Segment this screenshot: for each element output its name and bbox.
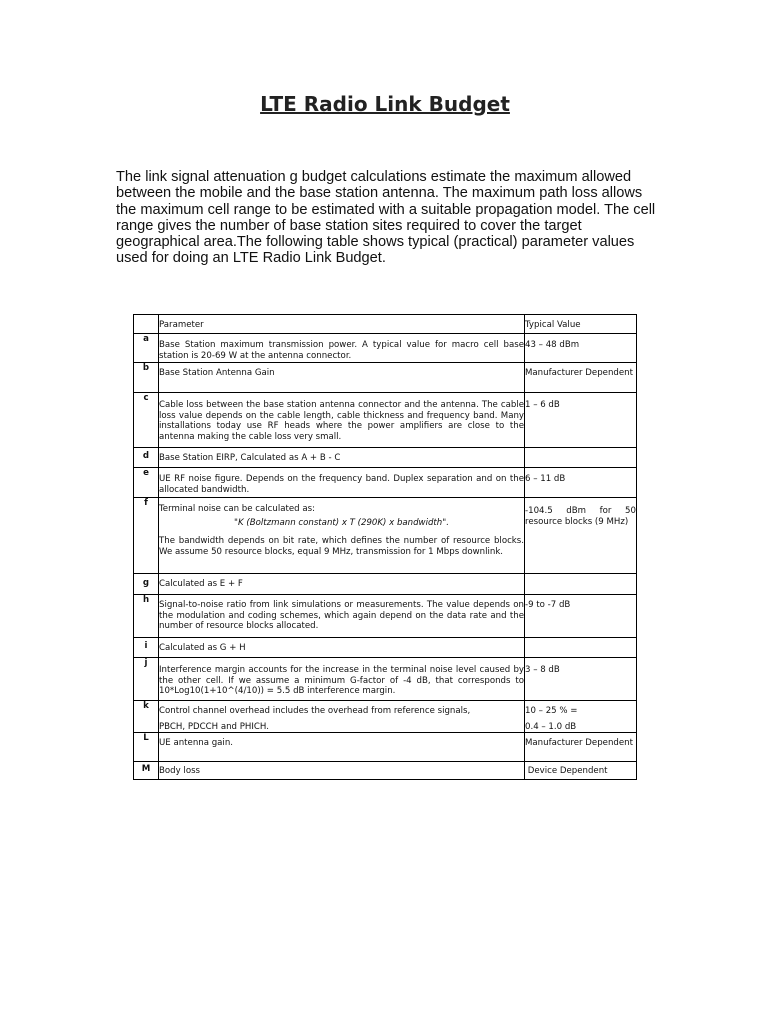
table-row <box>134 363 637 393</box>
row-letter: f <box>134 498 159 574</box>
row-parameter: UE antenna gain. <box>159 733 525 762</box>
row-letter: b <box>134 363 159 393</box>
row-parameter: Interference margin accounts for the increase in the terminal noise level caused by the other cell. If we assume a minimum G-factor of -4 dB, that corresponds to 10*Log10(1+10^(4/10)) = 5.5 dB interference margin. <box>159 658 525 701</box>
row-value: Device Dependent <box>525 762 637 780</box>
row-value: Manufacturer Dependent <box>525 363 637 393</box>
row-value <box>525 638 637 658</box>
row-letter: e <box>134 468 159 498</box>
row-value: 1 – 6 dB <box>525 393 637 448</box>
row-value: Manufacturer Dependent <box>525 733 637 762</box>
row-value: -9 to -7 dB <box>525 595 637 638</box>
row-letter: h <box>134 595 159 638</box>
row-value-cell <box>525 701 637 733</box>
table-row <box>134 574 637 595</box>
row-value: 3 – 8 dB <box>525 658 637 701</box>
row-parameter: Calculated as E + F <box>159 574 525 595</box>
row-parameter-detail: The bandwidth depends on bit rate, which defines the number of resource blocks. We assume 50 resource blocks, equal 9 MHz, transmission for 1 Mbps downlink. <box>159 536 524 557</box>
row-letter: k <box>134 701 159 733</box>
row-value <box>525 574 637 595</box>
row-parameter: Base Station maximum transmission power. A typical value for macro cell base station is 20-69 W at the antenna connector. <box>159 334 525 363</box>
table-row <box>134 393 637 448</box>
header-parameter: Parameter <box>159 315 525 334</box>
table-row <box>134 733 637 762</box>
table-row <box>134 701 637 733</box>
table-row <box>134 498 637 574</box>
row-parameter: UE RF noise figure. Depends on the frequency band. Duplex separation and on the allocated bandwidth. <box>159 468 525 498</box>
row-parameter: Body loss <box>159 762 525 780</box>
row-parameter: Cable loss between the base station antenna connector and the antenna. The cable loss value depends on the cable length, cable thickness and frequency band. Many installations today use RF heads where the power amplifiers are close to the antenna making the cable loss very small. <box>159 393 525 448</box>
noise-formula: "K (Boltzmann constant) x T (290K) x bandwidth". <box>234 517 449 528</box>
row-letter: c <box>134 393 159 448</box>
row-value <box>525 448 637 468</box>
row-parameter: Calculated as G + H <box>159 638 525 658</box>
row-letter: a <box>134 334 159 363</box>
row-value: -104.5 dBm for 50 resource blocks (9 MHz) <box>525 498 637 574</box>
table-header-row <box>134 315 637 334</box>
row-parameter-detail: PBCH, PDCCH and PHICH. <box>159 721 269 732</box>
row-letter: L <box>134 733 159 762</box>
row-parameter: Control channel overhead includes the overhead from reference signals, <box>159 706 471 716</box>
row-letter: g <box>134 574 159 595</box>
table-row <box>134 658 637 701</box>
row-letter: d <box>134 448 159 468</box>
row-letter: j <box>134 658 159 701</box>
table-row <box>134 595 637 638</box>
row-value: 43 – 48 dBm <box>525 334 637 363</box>
row-letter: M <box>134 762 159 780</box>
row-parameter: Base Station Antenna Gain <box>159 363 525 393</box>
row-parameter: Base Station EIRP, Calculated as A + B - C <box>159 448 525 468</box>
header-letter-cell <box>134 315 159 334</box>
intro-paragraph: The link signal attenuation g budget calculations estimate the maximum allowed between the mobile and the base station antenna. The maximum path loss allows the maximum cell range to be estimated with a suitable propagation model. The cell range gives the number of base station sites required to cover the target geographical area.The following table shows typical (practical) parameter values used for doing an LTE Radio Link Budget. <box>116 169 656 267</box>
table-row <box>134 448 637 468</box>
row-value-detail: 0.4 – 1.0 dB <box>525 721 577 732</box>
header-typical-value: Typical Value <box>525 315 637 334</box>
row-parameter-cell <box>159 701 525 733</box>
table-row <box>134 762 637 780</box>
table-row <box>134 334 637 363</box>
page-title: LTE Radio Link Budget <box>260 92 510 116</box>
row-parameter: Signal-to-noise ratio from link simulations or measurements. The value depends on the modulation and coding schemes, which again depend on the data rate and the number of resource blocks allocated. <box>159 595 525 638</box>
row-value: 10 – 25 % = <box>525 706 578 716</box>
row-value: 6 – 11 dB <box>525 468 637 498</box>
row-parameter-cell <box>159 498 525 574</box>
table-row <box>134 638 637 658</box>
row-letter: i <box>134 638 159 658</box>
row-parameter: Terminal noise can be calculated as: <box>159 504 315 514</box>
table-row <box>134 468 637 498</box>
link-budget-table <box>133 314 637 780</box>
